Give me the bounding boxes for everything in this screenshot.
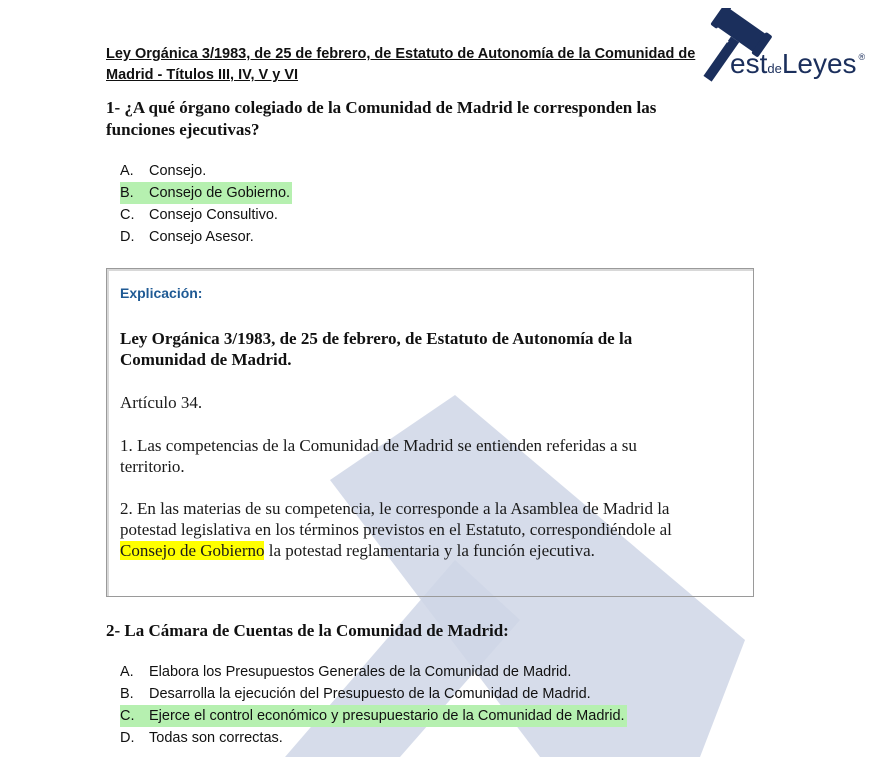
article-paragraph-1: 1. Las competencias de la Comunidad de Madrid se entienden referidas a su territorio.: [120, 436, 637, 476]
option-d[interactable]: D. Todas son correctas.: [120, 730, 283, 746]
option-b[interactable]: B. Desarrolla la ejecución del Presupuesto de la Comunidad de Madrid.: [120, 686, 591, 702]
option-c[interactable]: C. Consejo Consultivo.: [120, 207, 278, 223]
law-title: Ley Orgánica 3/1983, de 25 de febrero, de Estatuto de Autonomía de la Comunidad de Madrid.: [120, 329, 633, 369]
article-paragraph-2: 2. En las materias de su competencia, le corresponde a la Asamblea de Madrid la potestad legislativa en los términos previstos en el Estatuto, correspondiéndole al Consejo de Gobierno la potestad reglamentaria y la función ejecutiva.: [120, 499, 672, 560]
document-title: Ley Orgánica 3/1983, de 25 de febrero, de Estatuto de Autonomía de la Comunidad de Madrid - Títulos III, IV, V y VI: [106, 46, 696, 83]
testdeleyes-logo: estdeLeyes ®: [730, 48, 866, 79]
explanation-label: Explicación:: [120, 285, 203, 301]
question-1-options: [120, 160, 292, 248]
article-number: Artículo 34.: [120, 393, 203, 412]
question-2-text: 2- La Cámara de Cuentas de la Comunidad de Madrid:: [106, 621, 509, 640]
option-c[interactable]: C. Ejerce el control económico y presupuestario de la Comunidad de Madrid.: [120, 705, 627, 727]
question-2-options: [120, 661, 627, 749]
option-a[interactable]: A. Elabora los Presupuestos Generales de la Comunidad de Madrid.: [120, 664, 572, 680]
option-a[interactable]: A. Consejo.: [120, 163, 207, 179]
option-d[interactable]: D. Consejo Asesor.: [120, 229, 254, 245]
question-1-text: 1- ¿A qué órgano colegiado de la Comunidad de Madrid le corresponden las funciones ejecutivas?: [106, 98, 657, 139]
highlighted-answer: Consejo de Gobierno: [120, 541, 265, 560]
option-b[interactable]: B. Consejo de Gobierno.: [120, 182, 292, 204]
